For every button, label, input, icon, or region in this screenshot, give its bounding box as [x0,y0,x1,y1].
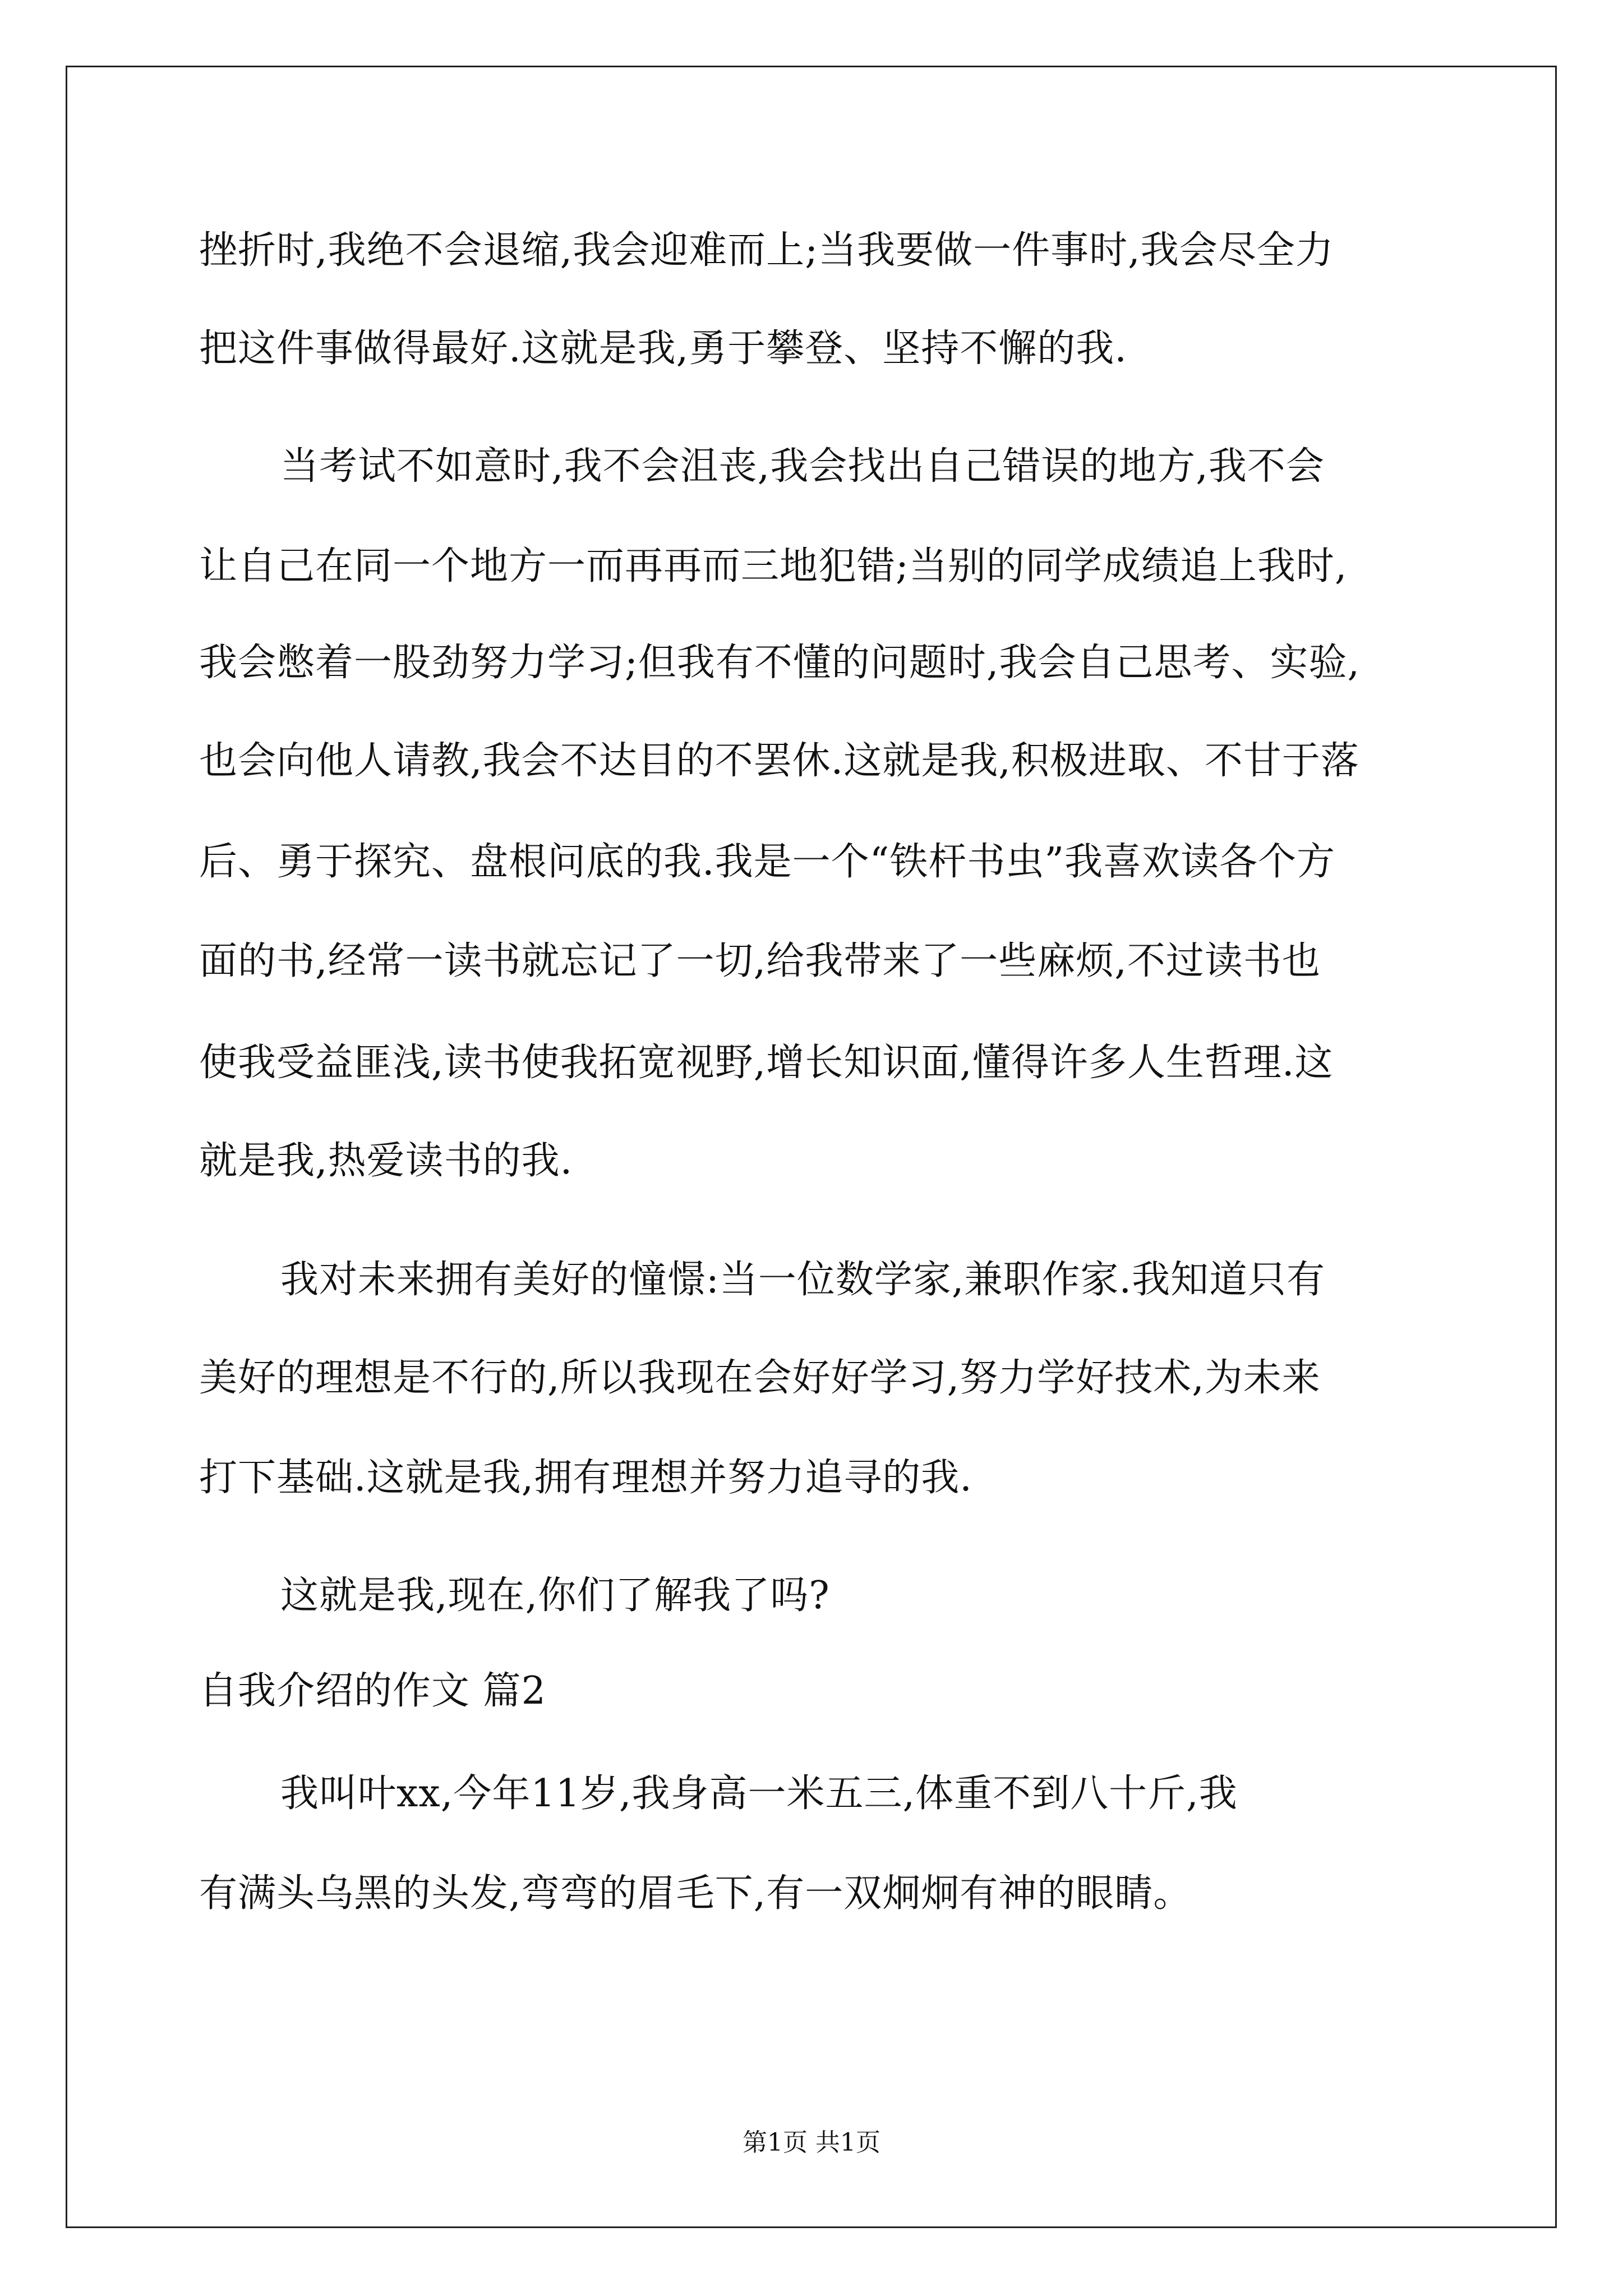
paragraph-line: 我叫叶xx,今年11岁,我身高一米五三,体重不到八十斤,我 [280,1772,1238,1816]
paragraph-line: 使我受益匪浅,读书使我拓宽视野,增长知识面,懂得许多人生哲理.这 [199,1041,1334,1085]
paragraph-line: 把这件事做得最好.这就是我,勇于攀登、坚持不懈的我. [199,326,1127,371]
paragraph-line: 就是我,热爱读书的我. [199,1139,573,1183]
paragraph-line: 打下基础.这就是我,拥有理想并努力追寻的我. [199,1456,972,1500]
paragraph-line: 挫折时,我绝不会退缩,我会迎难而上;当我要做一件事时,我会尽全力 [199,228,1334,273]
paragraph-line: 当考试不如意时,我不会沮丧,我会找出自己错误的地方,我不会 [280,444,1325,489]
page-number: 第1页 共1页 [743,2128,880,2157]
paragraph-line: 我会憋着一股劲努力学习;但我有不懂的问题时,我会自己思考、实验, [199,641,1361,685]
paragraph-line: 有满头乌黑的头发,弯弯的眉毛下,有一双炯炯有神的眼睛。 [199,1871,1192,1916]
paragraph-line: 这就是我,现在,你们了解我了吗? [280,1573,830,1618]
paragraph-line: 让自己在同一个地方一而再再而三地犯错;当别的同学成绩追上我时, [199,544,1348,588]
section-heading: 自我介绍的作文 篇2 [199,1669,546,1713]
paragraph-line: 美好的理想是不行的,所以我现在会好好学习,努力学好技术,为未来 [199,1356,1321,1400]
paragraph-line: 后、勇于探究、盘根问底的我.我是一个“铁杆书虫”我喜欢读各个方 [199,840,1336,884]
paragraph-line: 我对未来拥有美好的憧憬:当一位数学家,兼职作家.我知道只有 [280,1258,1326,1302]
paragraph-line: 也会向他人请教,我会不达目的不罢休.这就是我,积极进取、不甘于落 [199,739,1359,783]
paragraph-line: 面的书,经常一读书就忘记了一切,给我带来了一些麻烦,不过读书也 [199,939,1321,983]
